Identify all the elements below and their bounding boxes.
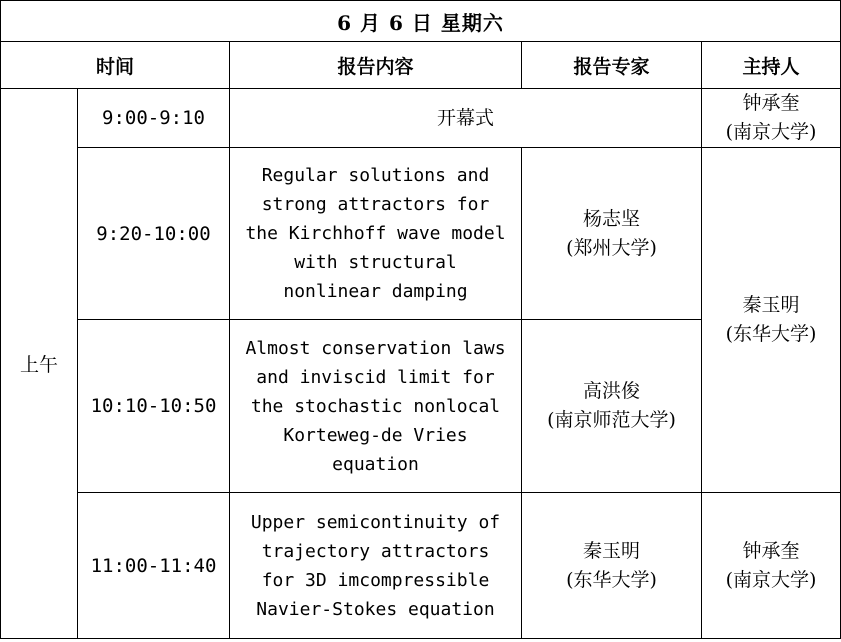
host-name: 钟承奎 [742,92,800,114]
speaker-affiliation: (郑州大学) [566,236,657,259]
speaker-cell [522,320,702,493]
talk-title-line: Upper semicontinuity of [250,511,501,533]
table-row [1,493,841,639]
talk-title-cell [230,320,522,493]
time-cell: 9:00-9:10 [78,89,230,148]
host-cell [702,148,841,493]
talk-title-line: and inviscid limit for [256,366,495,388]
talk-title-cell [230,148,522,320]
talk-title-line: trajectory attractors [261,540,490,562]
header-speaker: 报告专家 [522,42,702,89]
header-content: 报告内容 [230,42,522,89]
speaker-affiliation: (南京师范大学) [547,409,676,431]
speaker-name: 秦玉明 [582,539,640,562]
table-row [1,89,841,148]
host-name: 钟承奎 [742,539,800,562]
speaker-cell [522,148,702,320]
speaker-cell [522,493,702,639]
speaker-affiliation: (东华大学) [566,568,657,591]
host-cell [702,493,841,639]
talk-title-line: Almost conservation laws [245,337,506,359]
session-label: 上午 [1,89,78,639]
talk-title-line: for 3D imcompressible [261,569,490,591]
time-cell: 10:10-10:50 [78,320,230,493]
host-name: 秦玉明 [742,294,800,316]
header-row [1,42,841,89]
talk-title-cell [230,493,522,639]
talk-title-line: strong attractors for [261,194,490,215]
talk-title-line: the stochastic nonlocal [250,395,501,417]
time-cell: 11:00-11:40 [78,493,230,639]
speaker-name: 杨志坚 [582,207,640,230]
table-row [1,148,841,320]
talk-title-line: equation [332,453,419,475]
host-cell [702,89,841,148]
header-time: 时间 [1,42,230,89]
talk-title-line: Navier-Stokes equation [256,598,495,620]
time-cell: 9:20-10:00 [78,148,230,320]
talk-title-line: nonlinear damping [283,281,468,302]
talk-title-line: Korteweg-de Vries [283,424,468,446]
speaker-name: 高洪俊 [582,380,640,402]
date-title: 6 月 6 日 星期六 [1,1,841,42]
content-cell: 开幕式 [230,89,702,148]
host-affiliation: (南京大学) [725,568,817,591]
talk-title-line: with structural [294,252,457,273]
talk-title-line: the Kirchhoff wave model [245,223,506,244]
host-affiliation: (东华大学) [725,323,817,345]
host-affiliation: (南京大学) [725,121,817,143]
header-host: 主持人 [702,42,841,89]
talk-title-line: Regular solutions and [261,165,490,186]
